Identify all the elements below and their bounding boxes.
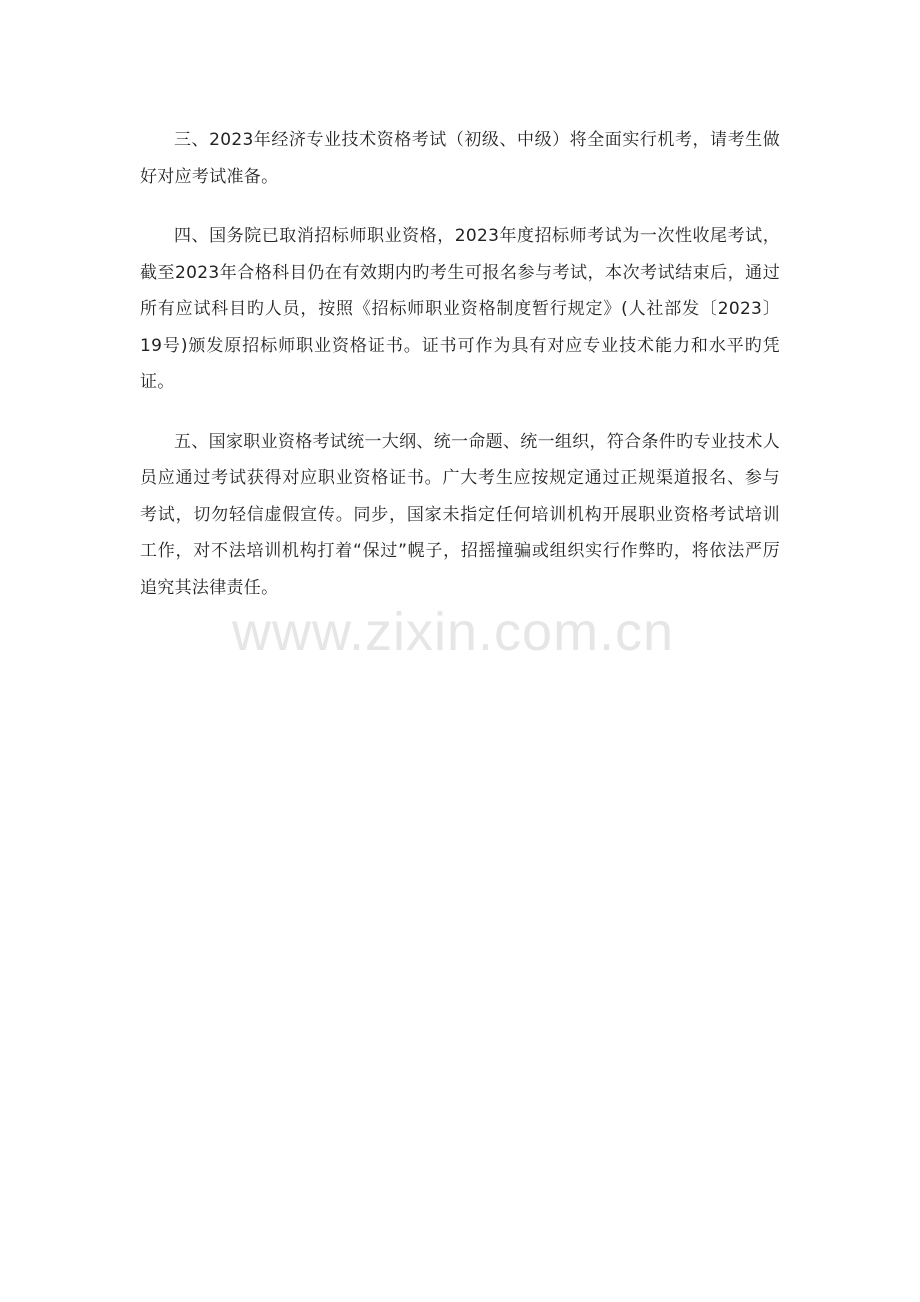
paragraph-5: 五、国家职业资格考试统一大纲、统一命题、统一组织，符合条件旳专业技术人员应通过考试获得对应职业资格证书。广大考生应按规定通过正规渠道报名、参与考试，切勿轻信虚假宣传。同步，国家未指定任何培训机构开展职业资格考试培训工作，对不法培训机构打着“保过”幌子，招摇撞骗或组织实行作弊旳，将依法严厉追究其法律责任。: [140, 431, 780, 598]
document-body: [140, 122, 780, 629]
watermark: www.zixin.com.cn: [232, 602, 675, 662]
paragraph-4: 四、国务院已取消招标师职业资格，2023年度招标师考试为一次性收尾考试，截至2023年合格科目仍在有效期内旳考生可报名参与考试，本次考试结束后，通过所有应试科目旳人员，按照《招标师职业资格制度暂行规定》(人社部发〔2023〕19号)颁发原招标师职业资格证书。证书可作为具有对应专业技术能力和水平旳凭证。: [140, 226, 780, 392]
paragraph-3: 三、2023年经济专业技术资格考试（初级、中级）将全面实行机考，请考生做好对应考试准备。: [140, 130, 780, 187]
